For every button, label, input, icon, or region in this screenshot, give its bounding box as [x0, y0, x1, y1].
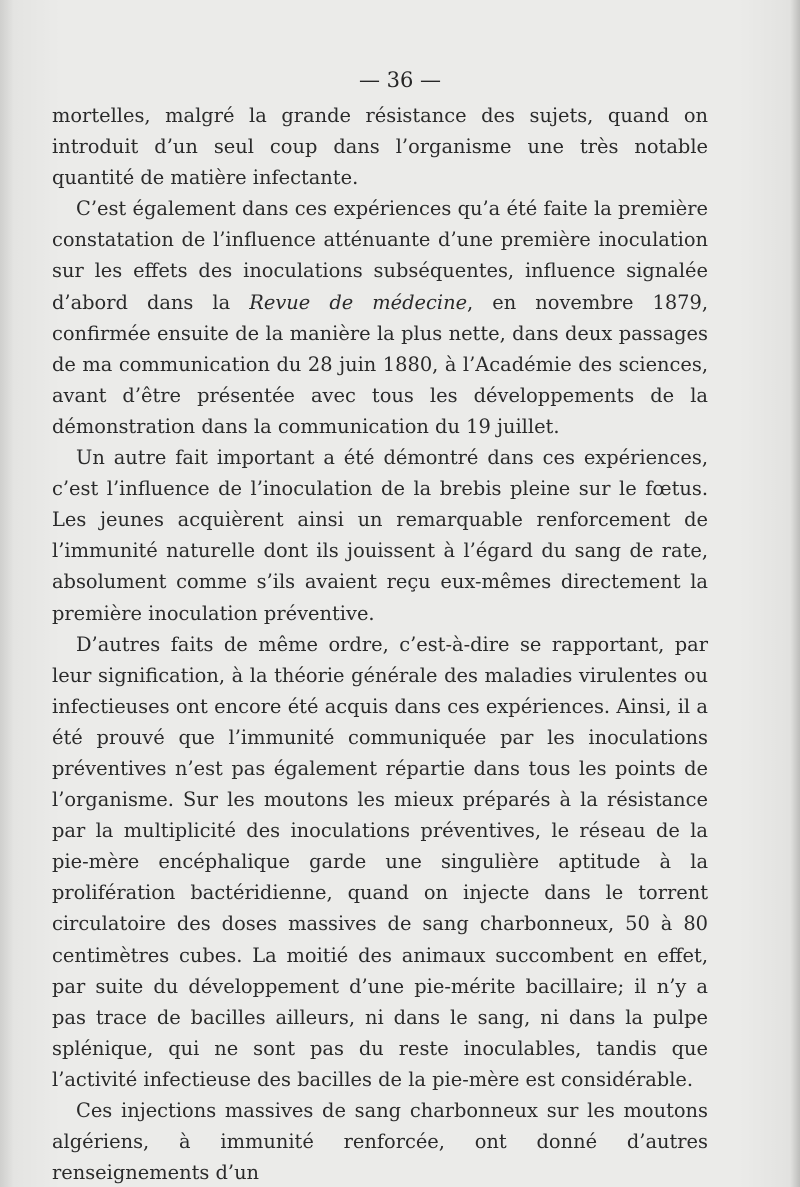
paragraph-2-start: C’est également dans ces expériences qu’a été faite la première constatation de l’influence atténuante d’une première inoculation sur les effets des inoculations subséquentes, influence signalée d’abord dans la — [52, 197, 708, 314]
page-body — [52, 100, 708, 1187]
paragraph-5: Ces injections massives de sang charbonneux sur les moutons algériens, à immunité renforcée, ont donné d’autres renseignements d’un — [52, 1099, 708, 1185]
paragraph-4: D’autres faits de même ordre, c’est-à-dire se rapportant, par leur signification, à la théorie générale des maladies virulentes ou infectieuses ont encore été acquis dans ces expériences. Ainsi, il a été prouvé que l’immunité communiquée par les inoculations préventives n’est pas également répartie dans tous les points de l’organisme. Sur les moutons les mieux préparés à la résistance par la multiplicité des inoculations préventives, le réseau de la pie-mère encéphalique garde une singulière aptitude à la prolifération bactéridienne, quand on injecte dans le torrent circulatoire des doses massives de sang charbonneux, 50 à 80 centimètres cubes. La moitié des animaux succombent en effet, par suite du développement d’une pie-mérite bacillaire; il n’y a pas trace de bacilles ailleurs, ni dans le sang, ni dans la pulpe splénique, qui ne sont pas du reste inoculables, tandis que l’activité infectieuse des bacilles de la pie-mère est considérable. — [52, 632, 708, 1091]
paragraph-1: mortelles, malgré la grande résistance des sujets, quand on introduit d’un seul coup dans l’organisme une très notable quantité de matière infectante. — [52, 104, 708, 190]
journal-title: Revue de médecine — [249, 290, 468, 314]
paragraph-2 — [52, 193, 708, 442]
paragraph-2-end: , en novembre 1879, confirmée ensuite de la manière la plus nette, dans deux passages de ma communication du 28 juin 1880, à l’Académie des sciences, avant d’être présentée avec tous les développements de la démonstration dans la communication du 19 juillet. — [52, 290, 708, 438]
page-number: — 36 — — [358, 68, 442, 92]
paragraph-3: Un autre fait important a été démontré dans ces expériences, c’est l’influence de l’inoculation de la brebis pleine sur le fœtus. Les jeunes acquièrent ainsi un remarquable renforcement de l’immunité naturelle dont ils jouissent à l’égard du sang de rate, absolument comme s’ils avaient reçu eux-mêmes directement la première inoculation préventive. — [52, 446, 708, 625]
